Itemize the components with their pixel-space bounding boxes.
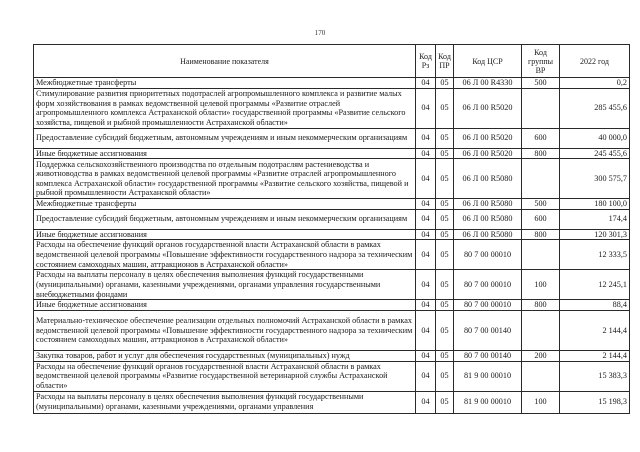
row-name: Расходы на обеспечение функций органов государственной власти Астраханской области в рамках ведомственной целевой программы «Повышение эффективности государственного надзора за техническим состоянием самоходных машин, аттракционов в Астраханской области»: [34, 240, 416, 270]
row-rz: 04: [416, 229, 436, 240]
row-pr: 05: [436, 128, 454, 148]
table-row: [34, 148, 630, 159]
table-row: [34, 229, 630, 240]
row-vr: 600: [522, 128, 560, 148]
row-pr: 05: [436, 270, 454, 300]
row-name: Иные бюджетные ассигнования: [34, 148, 416, 159]
row-vr: [522, 88, 560, 128]
row-pr: 05: [436, 199, 454, 210]
row-pr: 05: [436, 148, 454, 159]
row-sum: 0,2: [560, 78, 630, 89]
row-csr: 06 Л 00 R5020: [454, 88, 522, 128]
row-name: Расходы на обеспечение функций органов государственной власти Астраханской области в рамках ведомственной целевой программы «Развитие государственной ветеринарной службы Астраханской области»: [34, 361, 416, 391]
row-pr: 05: [436, 240, 454, 270]
row-sum: 300 575,7: [560, 159, 630, 199]
row-rz: 04: [416, 88, 436, 128]
row-sum: 12 333,5: [560, 240, 630, 270]
table-row: [34, 88, 630, 128]
row-vr: 100: [522, 391, 560, 413]
row-vr: 500: [522, 199, 560, 210]
row-sum: 40 000,0: [560, 128, 630, 148]
row-csr: 80 7 00 00140: [454, 350, 522, 361]
table-row: [34, 350, 630, 361]
row-csr: 81 9 00 00010: [454, 361, 522, 391]
table-row: [34, 199, 630, 210]
row-csr: 06 Л 00 R5080: [454, 229, 522, 240]
header-rz: Код Рз: [416, 45, 436, 78]
row-vr: 500: [522, 78, 560, 89]
row-pr: 05: [436, 361, 454, 391]
table-row: [34, 270, 630, 300]
row-rz: 04: [416, 310, 436, 350]
row-rz: 04: [416, 391, 436, 413]
table-row: [34, 361, 630, 391]
row-sum: 15 383,3: [560, 361, 630, 391]
row-sum: 2 144,4: [560, 310, 630, 350]
row-rz: 04: [416, 209, 436, 229]
table-row: [34, 78, 630, 89]
row-vr: 600: [522, 209, 560, 229]
row-vr: [522, 310, 560, 350]
row-name: Предоставление субсидий бюджетным, автономным учреждениям и иным некоммерческим организациям: [34, 209, 416, 229]
row-rz: 04: [416, 128, 436, 148]
row-rz: 04: [416, 361, 436, 391]
row-csr: 06 Л 00 R4330: [454, 78, 522, 89]
header-vr: Код группы ВР: [522, 45, 560, 78]
row-vr: 800: [522, 300, 560, 311]
row-csr: 06 Л 00 R5020: [454, 148, 522, 159]
table-row: [34, 391, 630, 413]
row-pr: 05: [436, 229, 454, 240]
row-csr: 81 9 00 00010: [454, 391, 522, 413]
row-pr: 05: [436, 350, 454, 361]
row-name: Поддержка сельскохозяйственного производства по отдельным подотраслям растениеводства и животноводства в рамках ведомственной целевой программы «Развитие отраслей агропромышленного комплекса Астраханской области» государственной программы «Развитие сельского хозяйства, пищевой и рыбной промышленности Астраханской области»: [34, 159, 416, 199]
header-csr: Код ЦСР: [454, 45, 522, 78]
row-pr: 05: [436, 78, 454, 89]
row-pr: 05: [436, 209, 454, 229]
row-name: Межбюджетные трансферты: [34, 199, 416, 210]
row-rz: 04: [416, 240, 436, 270]
row-csr: 80 7 00 00010: [454, 270, 522, 300]
table-header-row: [34, 45, 630, 78]
row-csr: 80 7 00 00140: [454, 310, 522, 350]
table-row: [34, 300, 630, 311]
table-body: [34, 78, 630, 414]
row-sum: 120 301,3: [560, 229, 630, 240]
row-name: Предоставление субсидий бюджетным, автономным учреждениям и иным некоммерческим организациям: [34, 128, 416, 148]
row-name: Межбюджетные трансферты: [34, 78, 416, 89]
row-vr: 800: [522, 229, 560, 240]
row-sum: 12 245,1: [560, 270, 630, 300]
row-rz: 04: [416, 78, 436, 89]
table-row: [34, 310, 630, 350]
header-name: Наименование показателя: [34, 45, 416, 78]
row-rz: 04: [416, 270, 436, 300]
row-pr: 05: [436, 159, 454, 199]
table-row: [34, 159, 630, 199]
row-name: Расходы на выплаты персоналу в целях обеспечения выполнения функций государственными (муниципальными) органами, казенными учреждениями, органами управления: [34, 391, 416, 413]
row-sum: 174,4: [560, 209, 630, 229]
table-row: [34, 240, 630, 270]
row-sum: 285 455,6: [560, 88, 630, 128]
row-pr: 05: [436, 310, 454, 350]
row-vr: 200: [522, 350, 560, 361]
row-rz: 04: [416, 148, 436, 159]
row-pr: 05: [436, 88, 454, 128]
table-row: [34, 128, 630, 148]
row-csr: 06 Л 00 R5080: [454, 199, 522, 210]
row-vr: [522, 240, 560, 270]
row-pr: 05: [436, 391, 454, 413]
table-row: [34, 209, 630, 229]
row-vr: [522, 361, 560, 391]
row-csr: 06 Л 00 R5020: [454, 128, 522, 148]
page-number: 170: [314, 29, 326, 37]
row-name: Иные бюджетные ассигнования: [34, 300, 416, 311]
row-vr: 800: [522, 148, 560, 159]
row-sum: 15 198,3: [560, 391, 630, 413]
row-rz: 04: [416, 159, 436, 199]
row-rz: 04: [416, 300, 436, 311]
row-csr: 80 7 00 00010: [454, 240, 522, 270]
row-vr: [522, 159, 560, 199]
budget-table: [33, 44, 630, 414]
row-rz: 04: [416, 199, 436, 210]
row-name: Материально-техническое обеспечение реализации отдельных полномочий Астраханской области в рамках ведомственной целевой программы «Повышение эффективности государственного надзора за техническим состоянием самоходных машин, аттракционов в Астраханской области»: [34, 310, 416, 350]
row-sum: 88,4: [560, 300, 630, 311]
row-csr: 06 Л 00 R5080: [454, 159, 522, 199]
row-sum: 2 144,4: [560, 350, 630, 361]
row-name: Расходы на выплаты персоналу в целях обеспечения выполнения функций государственными (муниципальными) органами, казенными учреждениями, органами управления государственными внебюджетными фондами: [34, 270, 416, 300]
header-pr: Код ПР: [436, 45, 454, 78]
row-sum: 180 100,0: [560, 199, 630, 210]
row-sum: 245 455,6: [560, 148, 630, 159]
row-csr: 06 Л 00 R5080: [454, 209, 522, 229]
header-year: 2022 год: [560, 45, 630, 78]
row-name: Стимулирование развития приоритетных подотраслей агропромышленного комплекса и развитие малых форм хозяйствования в рамках ведомственной целевой программы «Развитие отраслей агропромышленного комплекса Астраханской области» государственной программы «Развитие сельского хозяйства, пищевой и рыбной промышленности Астраханской области»: [34, 88, 416, 128]
row-pr: 05: [436, 300, 454, 311]
row-vr: 100: [522, 270, 560, 300]
row-csr: 80 7 00 00010: [454, 300, 522, 311]
row-rz: 04: [416, 350, 436, 361]
row-name: Закупка товаров, работ и услуг для обеспечения государственных (муниципальных) нужд: [34, 350, 416, 361]
row-name: Иные бюджетные ассигнования: [34, 229, 416, 240]
